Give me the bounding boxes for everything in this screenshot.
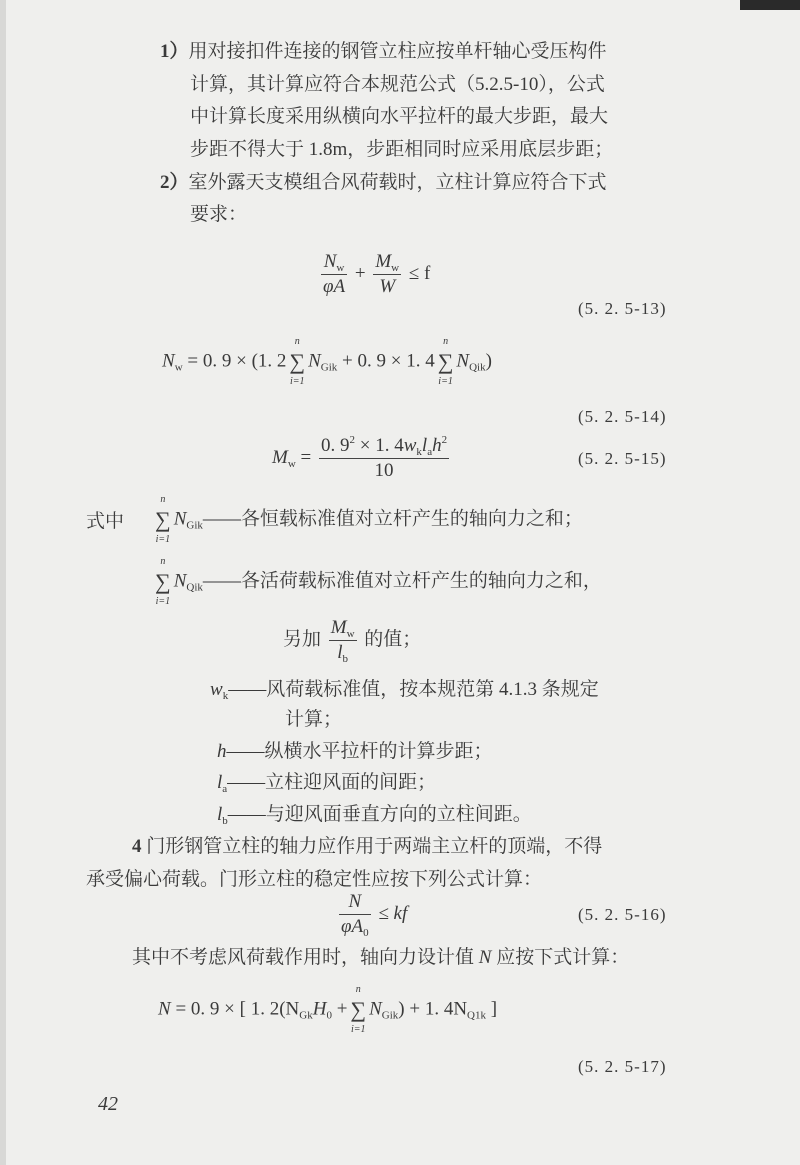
where-item-h: h——纵横水平拉杆的计算步距； xyxy=(217,741,493,762)
where-item-wk: $w_k——$风荷载标准值，按本规范第 4.1.3 条规定 xyxy=(210,679,599,702)
page-number: 42 xyxy=(98,1093,118,1115)
item-1-line-1: 1）用对接扣件连接的钢管立柱应按单杆轴心受压构件 xyxy=(160,41,607,62)
formula-5-2-5-16: $\frac{N}{\varphi A_0}$ ≤ kf xyxy=(341,891,408,939)
scan-corner-mark xyxy=(740,0,800,10)
formula-5-2-5-14: $N_w = 0$. 9 × (1. 2 n ∑ i=1 $N_{Gik} + 0$. 9 × 1. 4 n ∑ i=1 $N_{Qik}$) xyxy=(162,336,492,387)
formula-5-2-5-17: N = 0. 9 × [ 1. $2(N_{Gk}H_0$ + n ∑ i=1 $N_{Gik}) + 1$. $4N_{Q1k}$ ] xyxy=(158,984,498,1035)
equation-number: (5. 2. 5-17) xyxy=(578,1057,667,1076)
where-item-wk-cont: 计算； xyxy=(285,709,343,730)
clause-4-line-2: 承受偏心荷载。门形立柱的稳定性应按下列公式计算： xyxy=(86,869,543,890)
equation-number: (5. 2. 5-15) xyxy=(578,449,667,468)
equation-number: (5. 2. 5-16) xyxy=(578,905,667,924)
scan-edge xyxy=(0,0,6,1165)
where-item-la: $l_a——$立柱迎风面的间距； xyxy=(217,772,437,795)
formula-5-2-5-13: $\frac{N_w}{\varphi A}$ + $\frac{M_w}{W}$ ≤ f xyxy=(323,251,431,297)
where-item-sum-nqik-cont: 另加 $\frac{M_w}{l_b}$ 的值； xyxy=(283,617,422,665)
item-2-line-1: 2）室外露天支模组合风荷载时，立柱计算应符合下式 xyxy=(160,172,607,193)
formula-5-2-5-15: $M_w$ = $\frac{0. 9^2 \times 1. 4w_kl_ah^2}{10}$ xyxy=(272,434,448,481)
clause-4-text: 其中不考虑风荷载作用时，轴向力设计值 N 应按下式计算： xyxy=(132,947,630,968)
where-item-lb: $l_b——$与迎风面垂直方向的立柱间距。 xyxy=(217,804,532,827)
item-1-line-4: 步距不得大于 1.8m，步距相同时应采用底层步距； xyxy=(190,139,614,160)
equation-number: (5. 2. 5-14) xyxy=(578,407,667,426)
where-item-sum-ngik: n ∑ i=1 $N_{Gik}——$各恒载标准值对立杆产生的轴向力之和； xyxy=(155,494,583,545)
where-item-sum-nqik: n ∑ i=1 $N_{Qik}——$各活荷载标准值对立杆产生的轴向力之和， xyxy=(155,556,602,607)
where-label: 式中 xyxy=(86,511,125,532)
item-2-line-2: 要求： xyxy=(190,204,248,225)
item-1-line-2: 计算，其计算应符合本规范公式（5.2.5-10），公式 xyxy=(190,74,605,95)
equation-number: (5. 2. 5-13) xyxy=(578,299,667,318)
item-1-line-3: 中计算长度采用纵横向水平拉杆的最大步距，最大 xyxy=(190,106,609,127)
clause-4-line-1: 4 门形钢管立柱的轴力应作用于两端主立杆的顶端，不得 xyxy=(132,836,603,857)
